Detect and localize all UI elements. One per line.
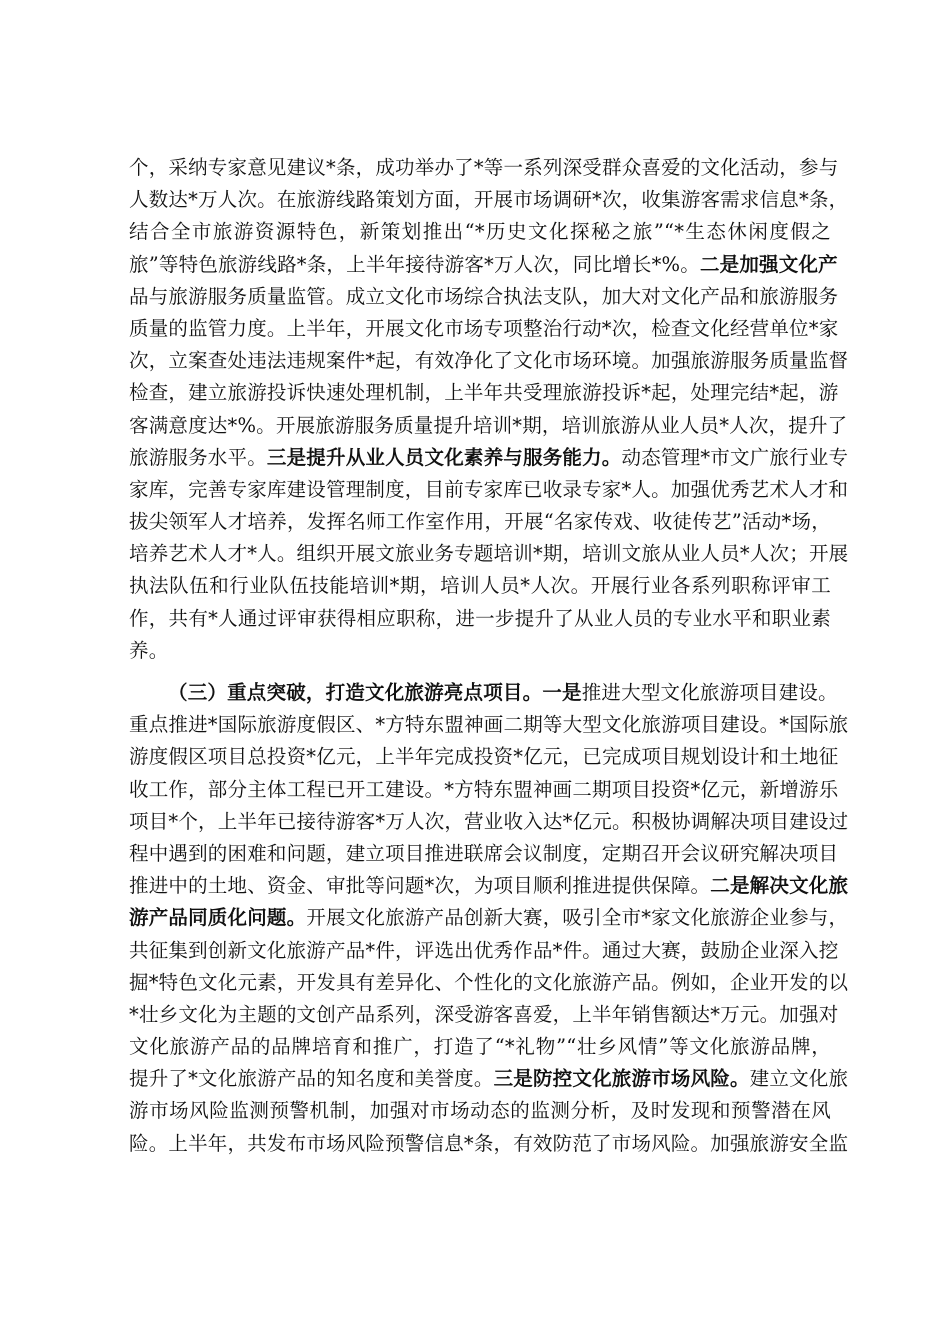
bold-heading-one: 一是: [542, 681, 582, 704]
bold-heading-two: 二是加强文化产: [699, 252, 838, 276]
bold-heading-three: 三是提升从业人员文化素养与服务能力。: [266, 445, 622, 469]
text-line: [129, 1063, 849, 1095]
text-line: *壮乡文化为主题的文创产品系列，深受游客喜爱，上半年销售额达*万元。加强对: [129, 1002, 839, 1026]
text-line: 收工作，部分主体工程已开工建设。*方特东盟神画二期项目投资*亿元，新增游乐: [129, 777, 839, 801]
text-run: 建立文化旅: [749, 1067, 849, 1091]
text-run: 开展文化旅游产品创新大赛，吸引全市*家文化旅游企业参与，: [306, 906, 849, 930]
text-line: [129, 870, 849, 902]
text-line: 检查，建立旅游投诉快速处理机制，上半年共受理旅游投诉*起，处理完结*起，游: [129, 381, 839, 405]
text-run: 旅”等特色旅游线路*条，上半年接待游客*万人次，同比增长*%。: [129, 252, 700, 276]
bold-heading-three: 三是防控文化旅游市场风险。: [493, 1067, 750, 1091]
text-line: 共征集到创新文化旅游产品*件，评选出优秀作品*件。通过大赛，鼓励企业深入挖: [129, 938, 839, 962]
text-line: 险。上半年，共发布市场风险预警信息*条，有效防范了市场风险。加强旅游安全监: [129, 1131, 849, 1155]
text-line: 家库，完善专家库建设管理制度，目前专家库已收录专家*人。加强优秀艺术人才和: [129, 477, 849, 501]
text-line: 游市场风险监测预警机制，加强对市场动态的监测分析，及时发现和预警潜在风: [129, 1099, 831, 1123]
text-line: 质量的监管力度。上半年，开展文化市场专项整治行动*次，检查文化经营单位*家: [129, 316, 839, 340]
text-line: [129, 442, 849, 474]
text-line: [129, 677, 838, 709]
text-line: [129, 249, 838, 281]
text-line: 品与旅游服务质量监管。成立文化市场综合执法支队，加大对文化产品和旅游服务: [129, 284, 839, 308]
text-line: 程中遇到的困难和问题，建立项目推进联席会议制度，定期召开会议研究解决项目: [129, 841, 839, 865]
text-line: 游度假区项目总投资*亿元，上半年完成投资*亿元，已完成项目规划设计和土地征: [129, 745, 839, 769]
section-heading: （三）重点突破，打造文化旅游亮点项目。: [168, 681, 543, 704]
text-line: 结合全市旅游资源特色，新策划推出“*历史文化探秘之旅”“*生态休闲度假之: [129, 220, 831, 244]
text-line: 项目*个，上半年已接待游客*万人次，营业收入达*亿元。积极协调解决项目建设过: [129, 809, 849, 833]
paragraph-continuation: [129, 152, 849, 667]
text-line: 个，采纳专家意见建议*条，成功举办了*等一系列深受群众喜爱的文化活动，参与: [129, 156, 839, 179]
text-line: 作，共有*人通过评审获得相应职称，进一步提升了从业人员的专业水平和职业素: [129, 606, 831, 630]
text-line: 养。: [129, 638, 169, 662]
text-line: 重点推进*国际旅游度假区、*方特东盟神画二期等大型文化旅游项目建设。*国际旅: [129, 713, 849, 737]
text-run: 提升了*文化旅游产品的知名度和美誉度。: [129, 1067, 494, 1091]
text-line: 客满意度达*%。开展旅游服务质量提升培训*期，培训旅游从业人员*人次，提升了: [129, 413, 848, 437]
text-run: 推进中的土地、资金、审批等问题*次，为项目顺利推进提供保障。: [129, 874, 711, 898]
text-line: 执法队伍和行业队伍技能培训*期，培训人员*人次。开展行业各系列职称评审工: [129, 574, 831, 598]
bold-heading-two-cont: 游产品同质化问题。: [129, 906, 307, 930]
text-line: 文化旅游产品的品牌培育和推广，打造了“*礼物”“壮乡风情”等文化旅游品牌，: [129, 1035, 831, 1059]
text-line: 培养艺术人才*人。组织开展文旅业务专题培训*期，培训文旅从业人员*人次；开展: [129, 542, 849, 566]
text-run: 推进大型文化旅游项目建设。: [581, 681, 838, 704]
text-line: [129, 902, 849, 934]
paragraph-section-three: [129, 677, 849, 1160]
text-run: 旅游服务水平。: [129, 445, 267, 469]
text-line: 次，立案查处违法违规案件*起，有效净化了文化市场环境。加强旅游服务质量监督: [129, 349, 849, 373]
text-line: 掘*特色文化元素，开发具有差异化、个性化的文化旅游产品。例如，企业开发的以: [129, 970, 849, 994]
text-line: 拔尖领军人才培养，发挥名师工作室作用，开展“名家传戏、收徒传艺”活动*场，: [129, 510, 831, 534]
text-run: 动态管理*市文广旅行业专: [621, 445, 849, 469]
text-line: 人数达*万人次。在旅游线路策划方面，开展市场调研*次，收集游客需求信息*条，: [129, 188, 849, 212]
bold-heading-two: 二是解决文化旅: [710, 874, 849, 898]
